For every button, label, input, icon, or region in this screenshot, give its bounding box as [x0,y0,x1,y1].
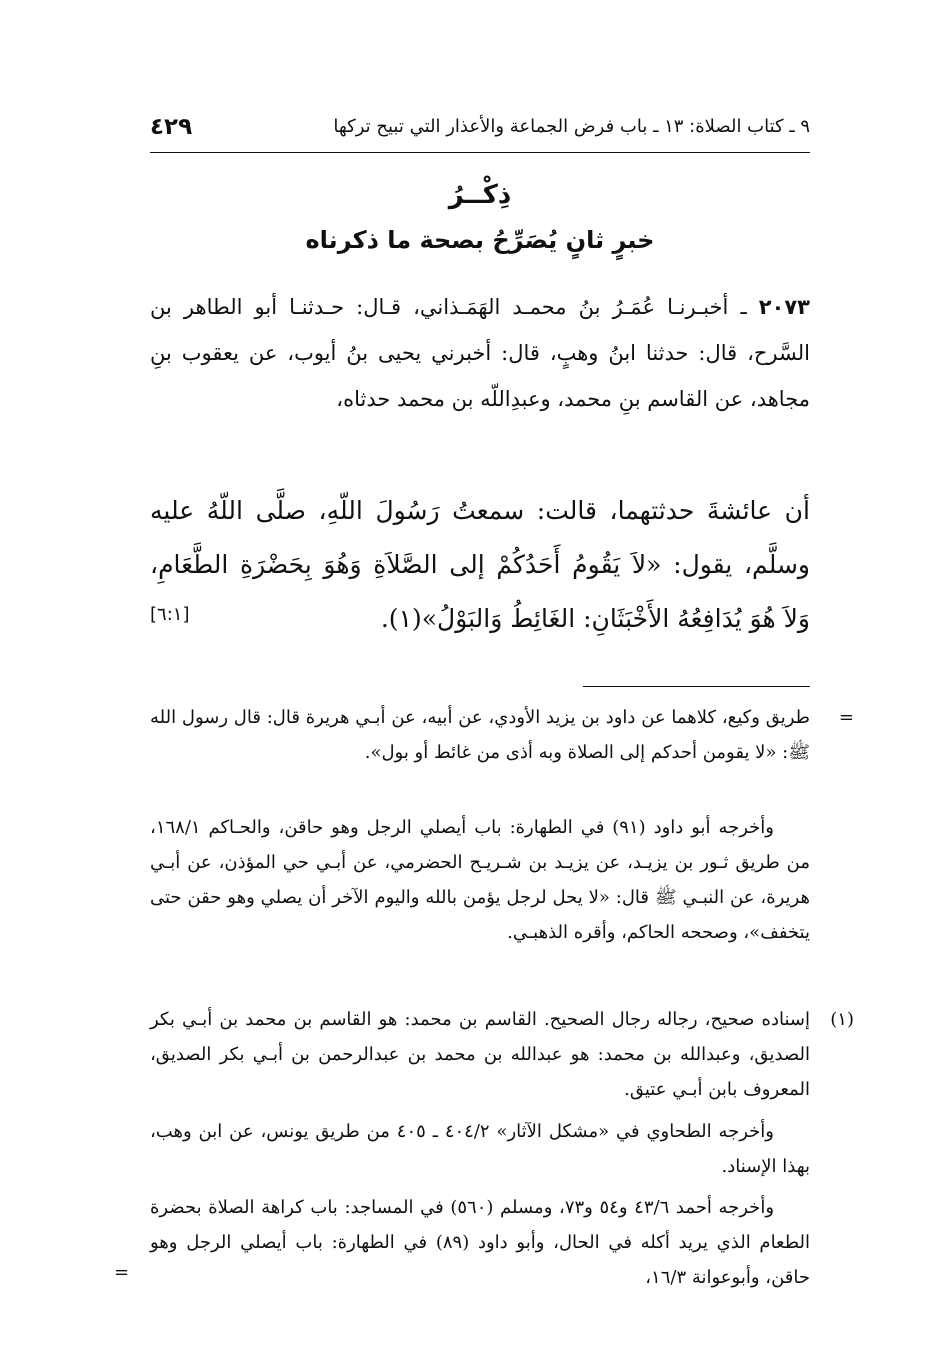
hadith-reference: [٦:١] [150,604,190,625]
running-header [150,112,810,153]
section-heading: ذِكْــرُ [448,180,512,210]
footnote-paragraph: وأخرجه أبو داود (٩١) في الطهارة: باب أيصلي الرجل وهو حاقن، والحـاكم ١٦٨/١، من طريق ثـور بن يزيـد، عن يزيـد بن شـريـح الحضرمي، عن أبـي حي المؤذن، عن أبـي هريرة، عن النبـي ﷺ قال: «لا يحل لرجل يؤمن بالله واليوم الآخر أن يصلي وهو حقن حتى يتخفف»، وصححه الحاكم، وأقره الذهبـي. [150,817,810,943]
footnote-1-text: إسناده صحيح، رجاله رجال الصحيح. القاسم بن محمد: هو القاسم بن محمد بن أبـي بكر الصديق، وعبدالله بن محمد: هو عبدالله بن محمد بن عبدالرحمن بن أبـي بكر الصديق، المعروف بابن أبـي عتيق. [150,1009,810,1100]
footnote-divider [583,686,810,687]
continuation-mark: = [838,707,854,728]
footnote-paragraph [150,1190,810,1295]
isnad-text: ـ أخبـرنـا عُمَـرُ بنُ محمـد الهَمَـذاني، قـال: حـدثنـا أبو الطاهر بن السَّرح، قال: حدثنا ابنُ وهبٍ، قال: أخبرني يحيى بنُ أيوب، عن يعقوب بنِ مجاهد، عن القاسم بنِ محمد، وعبدِاللّه بن محمد حدثاه، [150,295,810,411]
hadith-matn [150,484,810,646]
footnote-1 [150,1002,854,1107]
hadith-isnad [150,284,810,422]
footnote-paragraph-text: وأخرجه أحمد ٤٣/٦ و٥٤ و٧٣، ومسلم (٥٦٠) في المساجد: باب كراهة الصلاة بحضرة الطعام الذي يريد أكله في الحال، وأبو داود (٨٩) في الطهارة: باب أيصلي الرجل وهو حاقن، وأبوعوانة ١٦/٣، [150,1197,810,1288]
section-subtitle: خبرٍ ثانٍ يُصَرِّحُ بصحة ما ذكرناه [305,226,655,254]
page-number: ٤٢٩ [150,114,193,140]
footnote-continuation [150,700,854,770]
continuation-end-mark: = [114,1262,130,1283]
matn-text: أن عائشةَ حدثتهما، قالت: سمعتُ رَسُولَ اللّهِ، صلَّى اللّهُ عليه وسلَّم، يقول: «لاَ يَقُومُ أَحَدُكُمْ إلى الصَّلاَةِ وَهُوَ بِحَضْرَةِ الطَّعَامِ، وَلاَ هُوَ يُدَافِعُهُ الأَخْبَثَانِ: الغَائِطُ وَالبَوْلُ»(١). [150,496,810,633]
footnote-marker: (١) [830,1009,854,1030]
footnote-paragraph: وأخرجه الطحاوي في «مشكل الآثار» ٤٠٤/٢ ـ ٤٠٥ من طريق يونس، عن ابن وهب، بهذا الإسناد. [150,1121,810,1177]
hadith-number: ٢٠٧٣ [758,295,810,319]
running-title: ٩ ـ كتاب الصلاة: ١٣ ـ باب فرض الجماعة والأعذار التي تبيح تركها [333,116,810,137]
continuation-text: طريق وكيع، كلاهما عن داود بن يزيد الأودي، عن أبيه، عن أبـي هريرة قال: قال رسول الله ﷺ: «لا يقومن أحدكم إلى الصلاة وبه أذى من غائط أو بول». [150,707,810,763]
